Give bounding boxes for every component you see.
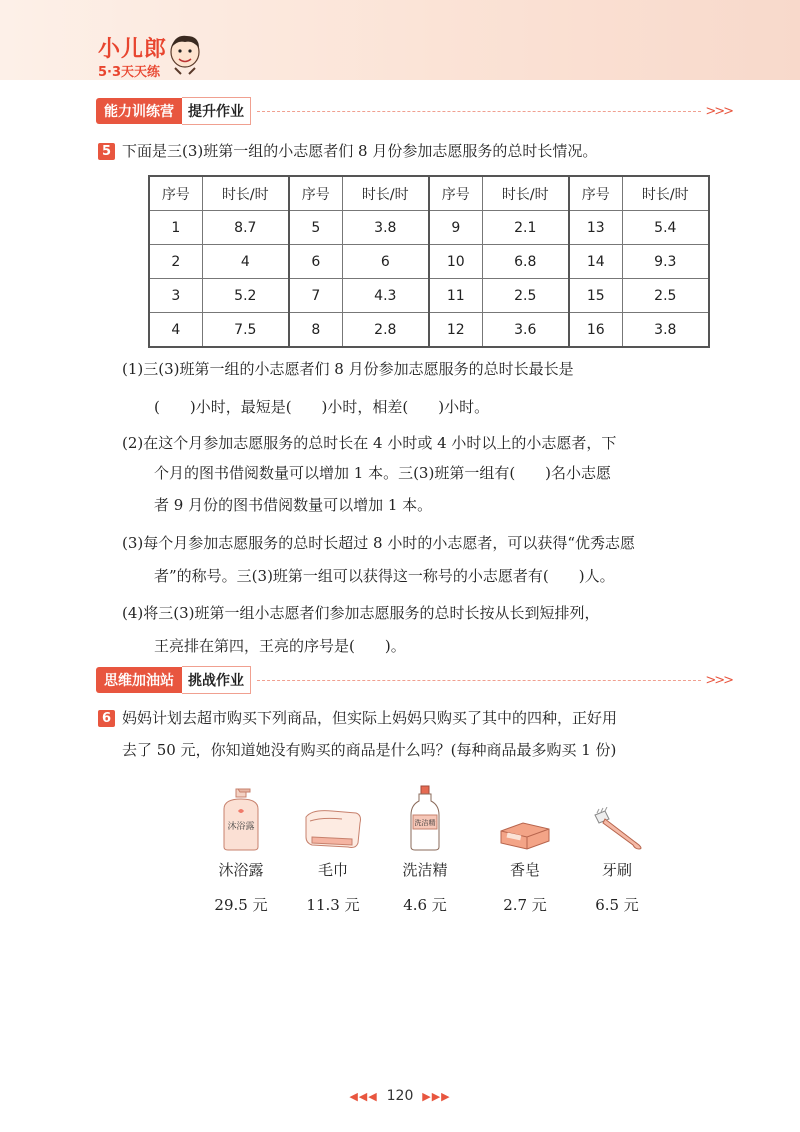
header-cell: 时长/时 xyxy=(622,176,709,211)
table-cell: 5 xyxy=(289,211,342,245)
table-cell: 2 xyxy=(149,245,202,279)
table-cell: 4.3 xyxy=(342,279,429,313)
question-number-5: 5 xyxy=(98,143,115,160)
header-cell: 时长/时 xyxy=(342,176,429,211)
table-header-row xyxy=(149,176,709,211)
q5-part4-line2: 王亮排在第四，王亮的序号是( )。 xyxy=(154,637,406,655)
q5-part1-line2: ( )小时，最短是( )小时，相差( )小时。 xyxy=(154,398,490,416)
q5-part3-line2: 者”的称号。三(3)班第一组可以获得这一称号的小志愿者有( )人。 xyxy=(154,567,615,585)
section-bar-2 xyxy=(96,667,732,693)
table-cell: 7.5 xyxy=(202,313,289,348)
table-row xyxy=(149,245,709,279)
table-cell: 9 xyxy=(429,211,482,245)
section-title-2: 挑战作业 xyxy=(182,666,251,694)
table-cell: 9.3 xyxy=(622,245,709,279)
table-cell: 6 xyxy=(289,245,342,279)
product-body-wash xyxy=(196,785,286,915)
divider xyxy=(257,111,701,112)
table-cell: 4 xyxy=(202,245,289,279)
chevrons-icon: >>> xyxy=(705,103,732,119)
body-wash-bottle-icon xyxy=(216,787,266,851)
product-soap xyxy=(480,785,570,915)
header-cell: 序号 xyxy=(429,176,482,211)
table-cell: 13 xyxy=(569,211,622,245)
table-cell: 15 xyxy=(569,279,622,313)
section-tag-1: 能力训练营 xyxy=(96,98,182,124)
svg-text:沐浴露: 沐浴露 xyxy=(227,822,255,832)
section-bar-1 xyxy=(96,98,732,124)
q5-intro: 下面是三(3)班第一组的小志愿者们 8 月份参加志愿服务的总时长情况。 xyxy=(122,142,598,160)
divider xyxy=(257,680,701,681)
dish-soap-bottle-icon xyxy=(407,785,443,851)
q5-part4-line1: (4)将三(3)班第一组小志愿者们参加志愿服务的总时长按从长到短排列， xyxy=(122,604,600,622)
product-toothbrush xyxy=(572,785,662,915)
q5-part1-line1: (1)三(3)班第一组的小志愿者们 8 月份参加志愿服务的总时长最长是 xyxy=(122,360,574,378)
q5-part2-line1: (2)在这个月参加志愿服务的总时长在 4 小时或 4 小时以上的小志愿者，下 xyxy=(122,434,617,452)
product-name: 毛巾 xyxy=(317,861,348,879)
product-price: 4.6 元 xyxy=(403,896,447,914)
table-cell: 2.1 xyxy=(482,211,569,245)
product-name: 沐浴露 xyxy=(218,861,264,879)
mascot-icon xyxy=(165,30,205,76)
question-number-6: 6 xyxy=(98,710,115,727)
logo-text: 小儿郎 xyxy=(98,37,168,62)
table-cell: 3.6 xyxy=(482,313,569,348)
table-cell: 4 xyxy=(149,313,202,348)
table-cell: 3.8 xyxy=(622,313,709,348)
series-text: 5·3天天练 xyxy=(98,65,161,80)
product-name: 香皂 xyxy=(509,861,540,879)
q6-line2: 去了 50 元，你知道她没有购买的商品是什么吗？(每种商品最多购买 1 份) xyxy=(122,741,617,759)
header-cell: 序号 xyxy=(569,176,622,211)
header-cell: 序号 xyxy=(289,176,342,211)
brand-logo xyxy=(98,32,167,80)
table-cell: 3 xyxy=(149,279,202,313)
volunteer-hours-table xyxy=(148,175,710,348)
table-cell: 1 xyxy=(149,211,202,245)
svg-text:洗洁精: 洗洁精 xyxy=(414,819,436,827)
page-footer xyxy=(0,1088,800,1104)
section-title-1: 提升作业 xyxy=(182,97,251,125)
table-cell: 2.8 xyxy=(342,313,429,348)
table-row xyxy=(149,313,709,348)
left-arrows-icon: ◀◀◀ xyxy=(349,1090,378,1103)
header-cell: 时长/时 xyxy=(202,176,289,211)
product-dish-soap xyxy=(380,785,470,915)
table-cell: 11 xyxy=(429,279,482,313)
q6-line1: 妈妈计划去超市购买下列商品，但实际上妈妈只购买了其中的四种，正好用 xyxy=(122,709,618,727)
chevrons-icon: >>> xyxy=(705,672,732,688)
page-number: 120 xyxy=(386,1088,414,1104)
table-cell: 5.2 xyxy=(202,279,289,313)
table-cell: 5.4 xyxy=(622,211,709,245)
towel-icon xyxy=(302,807,364,851)
product-name: 洗洁精 xyxy=(402,861,448,879)
soap-bar-icon xyxy=(497,817,553,851)
q5-part2-line2: 个月的图书借阅数量可以增加 1 本。三(3)班第一组有( )名小志愿 xyxy=(154,464,612,482)
toothbrush-icon xyxy=(589,807,645,851)
table-cell: 8 xyxy=(289,313,342,348)
table-cell: 2.5 xyxy=(482,279,569,313)
product-towel xyxy=(288,785,378,915)
section-tag-2: 思维加油站 xyxy=(96,667,182,693)
table-cell: 8.7 xyxy=(202,211,289,245)
table-cell: 7 xyxy=(289,279,342,313)
product-price: 2.7 元 xyxy=(503,896,547,914)
product-price: 29.5 元 xyxy=(214,896,268,914)
header-cell: 时长/时 xyxy=(482,176,569,211)
header-cell: 序号 xyxy=(149,176,202,211)
product-price: 11.3 元 xyxy=(306,896,360,914)
table-cell: 6 xyxy=(342,245,429,279)
table-cell: 16 xyxy=(569,313,622,348)
q5-part3-line1: (3)每个月参加志愿服务的总时长超过 8 小时的小志愿者，可以获得“优秀志愿 xyxy=(122,534,635,552)
q5-part2-line3: 者 9 月份的图书借阅数量可以增加 1 本。 xyxy=(154,496,433,514)
right-arrows-icon: ▶▶▶ xyxy=(422,1090,451,1103)
table-cell: 14 xyxy=(569,245,622,279)
product-price: 6.5 元 xyxy=(595,896,639,914)
table-row xyxy=(149,279,709,313)
table-row xyxy=(149,211,709,245)
table-cell: 2.5 xyxy=(622,279,709,313)
table-cell: 12 xyxy=(429,313,482,348)
table-cell: 10 xyxy=(429,245,482,279)
table-cell: 3.8 xyxy=(342,211,429,245)
table-cell: 6.8 xyxy=(482,245,569,279)
product-name: 牙刷 xyxy=(601,861,632,879)
